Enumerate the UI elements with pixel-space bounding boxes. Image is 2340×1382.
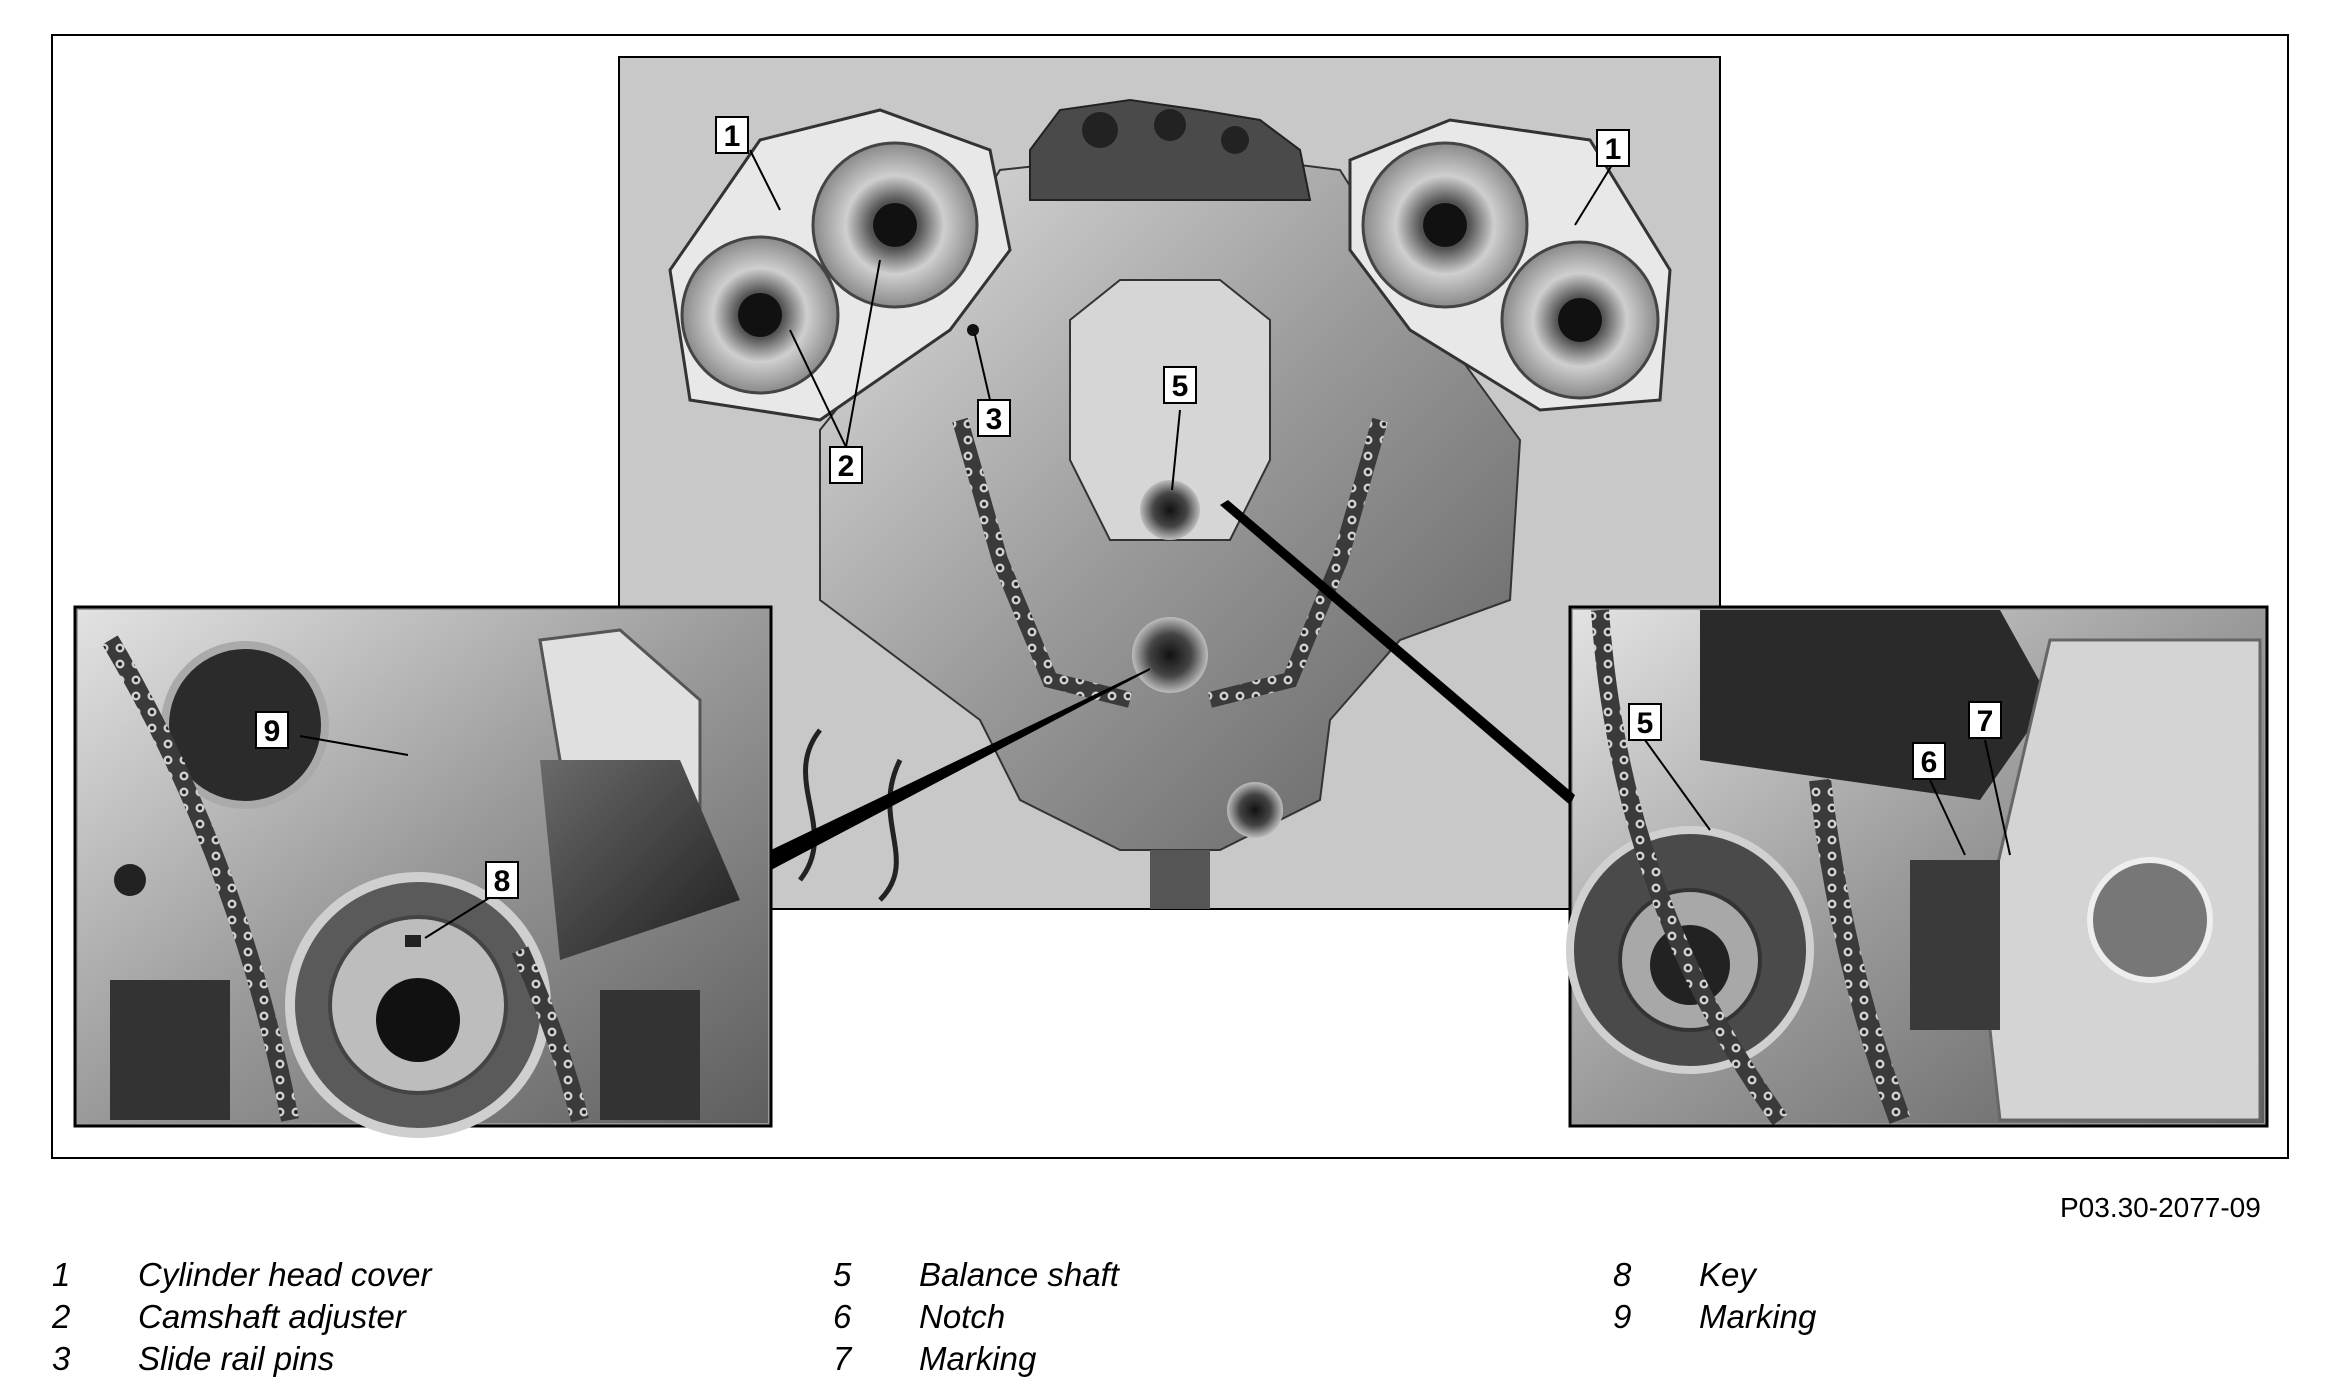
legend-label: Notch — [919, 1298, 1006, 1335]
svg-text:1: 1 — [723, 120, 741, 153]
legend-number: 8 — [1613, 1256, 1632, 1293]
legend-label: Camshaft adjuster — [138, 1298, 406, 1335]
callout-main-2 — [830, 447, 862, 483]
svg-text:2: 2 — [837, 450, 855, 483]
callout-inset-right-6 — [1913, 743, 1945, 779]
svg-text:6: 6 — [1920, 746, 1938, 779]
legend-label: Marking — [919, 1340, 1037, 1377]
legend-label: Slide rail pins — [138, 1340, 335, 1377]
callout-main-5 — [1164, 367, 1196, 403]
callout-inset-right-7 — [1969, 702, 2001, 738]
legend-number: 9 — [1613, 1298, 1632, 1335]
svg-text:9: 9 — [263, 715, 281, 748]
legend-number: 7 — [833, 1340, 852, 1377]
legend-number: 1 — [52, 1256, 71, 1293]
callout-main-left-1 — [716, 117, 748, 153]
left-inset-photo — [75, 607, 771, 1133]
svg-text:8: 8 — [493, 865, 511, 898]
callout-main-3 — [978, 400, 1010, 436]
figure-id: P03.30-2077-09 — [2060, 1192, 2261, 1223]
right-inset-photo — [1570, 607, 2267, 1126]
callout-inset-right-5 — [1629, 704, 1661, 740]
legend-label: Cylinder head cover — [138, 1256, 432, 1293]
callout-inset-left-8 — [486, 862, 518, 898]
callout-inset-left-9 — [256, 712, 288, 748]
legend-number: 3 — [52, 1340, 71, 1377]
legend-label: Key — [1699, 1256, 1756, 1293]
legend-label: Marking — [1699, 1298, 1817, 1335]
legend-number: 2 — [52, 1298, 71, 1335]
legend-number: 6 — [833, 1298, 852, 1335]
svg-text:1: 1 — [1604, 133, 1622, 166]
callout-main-right-1 — [1597, 130, 1629, 166]
legend-label: Balance shaft — [919, 1256, 1119, 1293]
svg-text:5: 5 — [1636, 707, 1654, 740]
svg-text:5: 5 — [1171, 370, 1189, 403]
svg-text:7: 7 — [1976, 705, 1994, 738]
legend-number: 5 — [833, 1256, 852, 1293]
svg-text:3: 3 — [985, 403, 1003, 436]
